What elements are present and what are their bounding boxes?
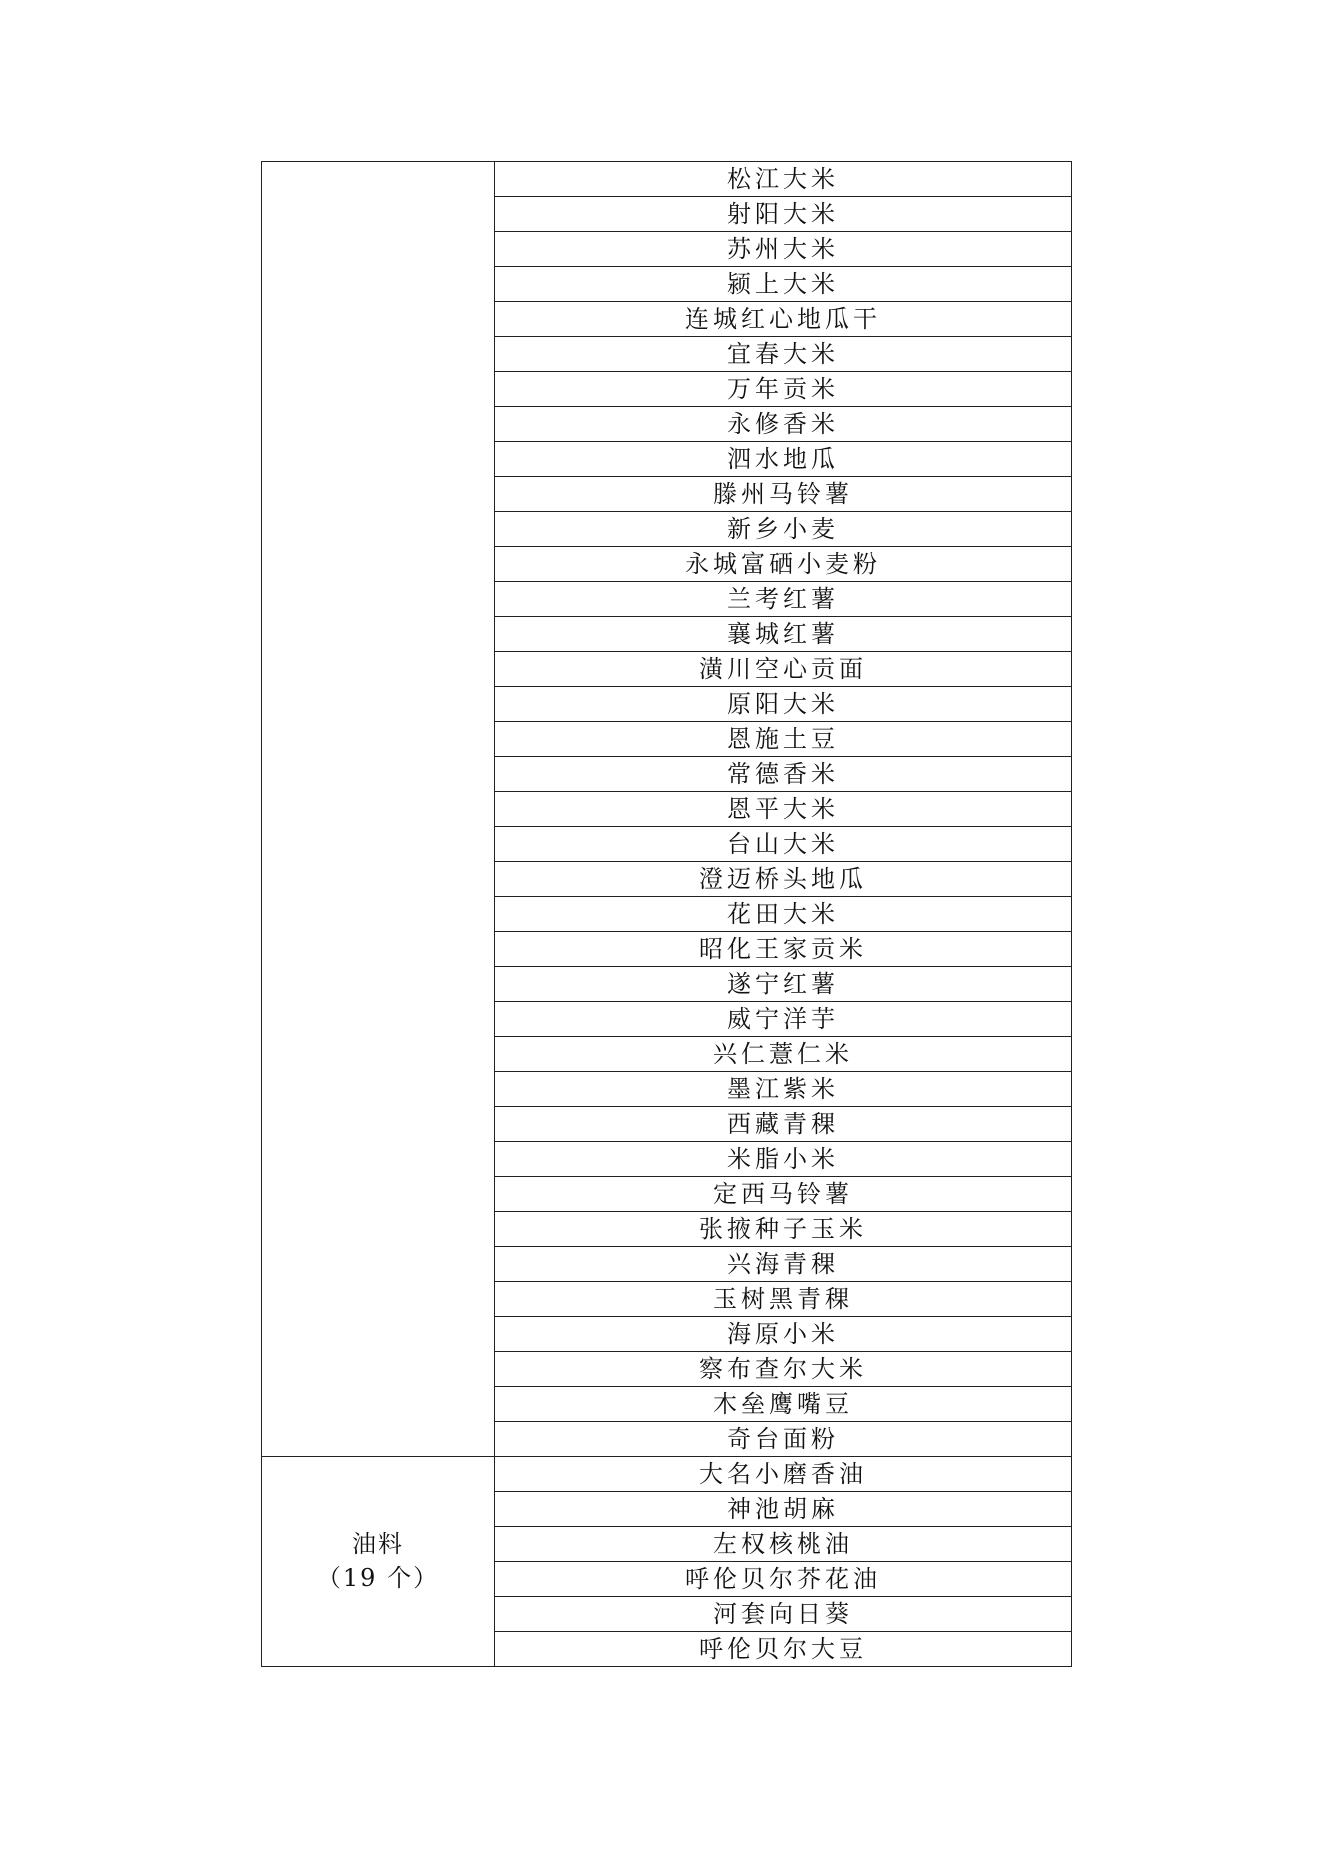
product-name-cell: 墨江紫米 (495, 1072, 1072, 1107)
product-name-cell: 海原小米 (495, 1317, 1072, 1352)
product-name-cell: 潢川空心贡面 (495, 652, 1072, 687)
product-name-cell: 原阳大米 (495, 687, 1072, 722)
product-name-cell: 兴海青稞 (495, 1247, 1072, 1282)
product-name-cell: 射阳大米 (495, 197, 1072, 232)
product-name-cell: 定西马铃薯 (495, 1177, 1072, 1212)
product-name-cell: 察布查尔大米 (495, 1352, 1072, 1387)
product-name-cell: 台山大米 (495, 827, 1072, 862)
product-name-cell: 大名小磨香油 (495, 1457, 1072, 1492)
table-row (262, 1457, 1072, 1492)
product-name-cell: 兴仁薏仁米 (495, 1037, 1072, 1072)
product-name-cell: 兰考红薯 (495, 582, 1072, 617)
product-name-cell: 滕州马铃薯 (495, 477, 1072, 512)
product-name-cell: 呼伦贝尔大豆 (495, 1632, 1072, 1667)
category-name: 油料 (352, 1529, 404, 1558)
table-body (262, 162, 1072, 1667)
product-name-cell: 米脂小米 (495, 1142, 1072, 1177)
product-name-cell: 苏州大米 (495, 232, 1072, 267)
product-table (261, 161, 1072, 1667)
product-name-cell: 木垒鹰嘴豆 (495, 1387, 1072, 1422)
product-name-cell: 恩施土豆 (495, 722, 1072, 757)
product-name-cell: 威宁洋芋 (495, 1002, 1072, 1037)
product-name-cell: 遂宁红薯 (495, 967, 1072, 1002)
product-name-cell: 河套向日葵 (495, 1597, 1072, 1632)
product-name-cell: 宜春大米 (495, 337, 1072, 372)
category-count: （19 个） (316, 1563, 440, 1592)
product-name-cell: 玉树黑青稞 (495, 1282, 1072, 1317)
product-name-cell: 颍上大米 (495, 267, 1072, 302)
product-name-cell: 花田大米 (495, 897, 1072, 932)
product-name-cell: 永城富硒小麦粉 (495, 547, 1072, 582)
table-row (262, 162, 1072, 197)
product-name-cell: 昭化王家贡米 (495, 932, 1072, 967)
product-name-cell: 永修香米 (495, 407, 1072, 442)
product-name-cell: 松江大米 (495, 162, 1072, 197)
product-name-cell: 襄城红薯 (495, 617, 1072, 652)
product-name-cell: 左权核桃油 (495, 1527, 1072, 1562)
product-name-cell: 新乡小麦 (495, 512, 1072, 547)
product-name-cell: 张掖种子玉米 (495, 1212, 1072, 1247)
product-name-cell: 泗水地瓜 (495, 442, 1072, 477)
product-name-cell: 澄迈桥头地瓜 (495, 862, 1072, 897)
product-name-cell: 常德香米 (495, 757, 1072, 792)
product-name-cell: 呼伦贝尔芥花油 (495, 1562, 1072, 1597)
category-cell (262, 1457, 495, 1667)
product-name-cell: 西藏青稞 (495, 1107, 1072, 1142)
product-name-cell: 万年贡米 (495, 372, 1072, 407)
category-cell (262, 162, 495, 1457)
product-name-cell: 恩平大米 (495, 792, 1072, 827)
product-name-cell: 神池胡麻 (495, 1492, 1072, 1527)
product-name-cell: 奇台面粉 (495, 1422, 1072, 1457)
product-name-cell: 连城红心地瓜干 (495, 302, 1072, 337)
